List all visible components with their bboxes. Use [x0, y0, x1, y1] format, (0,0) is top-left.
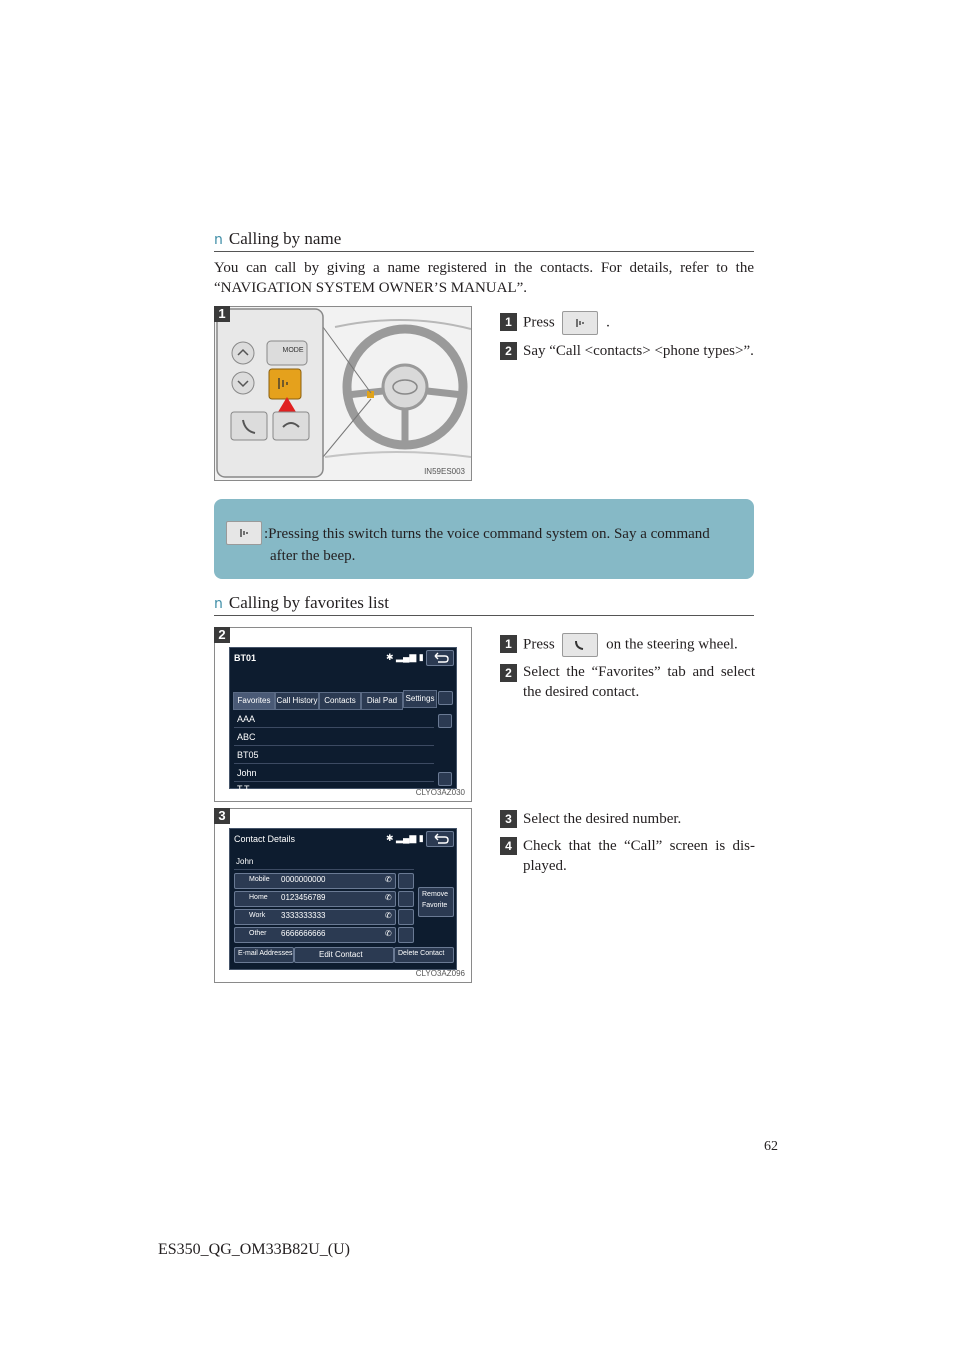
section-heading-calling-by-name — [214, 229, 754, 252]
number-row-home[interactable] — [234, 891, 396, 907]
step-2-text: Select the “Favorites” tab and select the desired contact. — [523, 664, 755, 700]
screen-title: BT01 — [234, 653, 257, 663]
figure-code: CLYO3AZ030 — [415, 788, 465, 797]
email-addresses-button[interactable] — [234, 947, 294, 963]
contact-name: ABC — [237, 732, 256, 742]
message-button[interactable] — [398, 927, 414, 943]
tab-contacts[interactable]: Contacts — [319, 692, 361, 710]
info-text-line-2: after the beep. — [270, 548, 356, 564]
step-number: 1 — [500, 313, 517, 331]
step-2-text: Say “Call <contacts> <phone types>”. — [523, 343, 754, 359]
step-4-text: Check that the “Call” screen is dis-played. — [523, 838, 755, 874]
remove-favorite-button[interactable] — [418, 887, 454, 917]
section-heading-favorites — [214, 593, 754, 616]
status-icons: ✱ ▂▄▆ ▮ — [386, 652, 424, 662]
tab-call-history[interactable]: Call History — [275, 692, 319, 710]
figure-code: IN59ES003 — [424, 467, 465, 476]
step-text-before: Press — [523, 636, 555, 653]
screen-title: Contact Details — [234, 834, 296, 844]
back-button[interactable] — [426, 831, 454, 847]
favorites-screen-figure — [214, 627, 472, 802]
phone-number: 3333333333 — [281, 911, 326, 920]
step-3-text: Select the desired number. — [523, 811, 682, 827]
tab-dial-pad[interactable]: Dial Pad — [361, 692, 403, 710]
number-row-other[interactable] — [234, 927, 396, 943]
figure-code: CLYO3AZ096 — [415, 969, 465, 978]
step-number: 1 — [500, 635, 517, 653]
step-1-text — [523, 633, 755, 657]
step-text-after: . — [606, 314, 610, 331]
intro-paragraph: You can call by giving a name registered in the contacts. For details, refer to the “NAVIGATION SYSTEM OWNER’S MANUAL”. — [214, 260, 754, 296]
phone-number: 0000000000 — [281, 875, 326, 884]
figure-number: 1 — [214, 306, 230, 322]
voice-command-info-box — [214, 499, 754, 579]
talk-switch-icon — [226, 521, 262, 545]
message-button[interactable] — [398, 909, 414, 925]
steering-wheel-figure — [214, 306, 472, 481]
step-number: 2 — [500, 342, 517, 360]
info-text-line-1: :Pressing this switch turns the voice command system on. Say a command — [264, 526, 710, 542]
remove-favorite-label-2: Favorite — [422, 902, 448, 909]
section-title: Calling by name — [228, 229, 342, 248]
page-number: 62 — [764, 1139, 778, 1154]
button-label: Edit Contact — [319, 950, 363, 959]
list-item[interactable] — [234, 782, 434, 799]
contact-details-figure — [214, 808, 472, 983]
call-icon: ✆ — [385, 893, 392, 902]
status-icons: ✱ ▂▄▆ ▮ — [386, 833, 424, 843]
step-text-after: on the steering wheel. — [606, 636, 738, 653]
button-label: Delete Contact — [398, 950, 445, 957]
square-bullet-icon: n — [214, 232, 223, 248]
list-item[interactable] — [234, 710, 434, 728]
more-button[interactable] — [438, 691, 453, 705]
mode-button-label: MODE — [282, 347, 304, 354]
number-row-work[interactable] — [234, 909, 396, 925]
phone-type: Mobile — [249, 876, 270, 883]
contact-name-row — [234, 855, 414, 870]
phone-type: Work — [249, 912, 266, 919]
figure-number: 2 — [214, 627, 230, 643]
back-arrow-icon — [427, 832, 453, 846]
phone-type: Home — [249, 894, 268, 901]
call-icon: ✆ — [385, 875, 392, 884]
step-number: 3 — [500, 810, 517, 828]
back-button[interactable] — [426, 650, 454, 666]
phone-number: 0123456789 — [281, 893, 326, 902]
phone-number: 6666666666 — [281, 929, 326, 938]
tab-favorites[interactable]: Favorites — [233, 692, 275, 710]
list-item[interactable] — [234, 746, 434, 764]
button-label: E-mail Addresses — [238, 950, 293, 957]
message-button[interactable] — [398, 891, 414, 907]
back-arrow-icon — [427, 651, 453, 665]
list-item[interactable] — [234, 764, 434, 782]
square-bullet-icon: n — [214, 596, 223, 612]
call-icon: ✆ — [385, 929, 392, 938]
list-item[interactable] — [234, 728, 434, 746]
contact-details-screen — [229, 828, 457, 970]
steering-wheel-illustration — [215, 307, 471, 480]
delete-contact-button[interactable] — [394, 947, 454, 963]
document-footer: ES350_QG_OM33B82U_(U) — [158, 1241, 350, 1258]
step-1-text — [523, 311, 755, 335]
figure-number: 3 — [214, 808, 230, 824]
contact-name: T.T — [237, 784, 250, 794]
info-text — [264, 523, 749, 567]
phone-type: Other — [249, 930, 267, 937]
contact-name: John — [237, 768, 257, 778]
section-title: Calling by favorites list — [228, 593, 389, 612]
step-number: 2 — [500, 664, 517, 682]
step-text-before: Press — [523, 314, 555, 331]
contact-name: BT05 — [237, 750, 259, 760]
scroll-down-button[interactable] — [438, 772, 452, 786]
contact-name: AAA — [237, 714, 256, 724]
talk-switch-icon — [562, 311, 598, 335]
scroll-up-button[interactable] — [438, 714, 452, 728]
phone-switch-icon — [562, 633, 598, 657]
contact-name: John — [236, 857, 254, 866]
edit-contact-button[interactable] — [294, 947, 394, 963]
remove-favorite-label-1: Remove — [422, 891, 449, 898]
step-number: 4 — [500, 837, 517, 855]
call-icon: ✆ — [385, 911, 392, 920]
message-button[interactable] — [398, 873, 414, 889]
tab-settings[interactable]: Settings — [403, 690, 437, 708]
number-row-mobile[interactable] — [234, 873, 396, 889]
